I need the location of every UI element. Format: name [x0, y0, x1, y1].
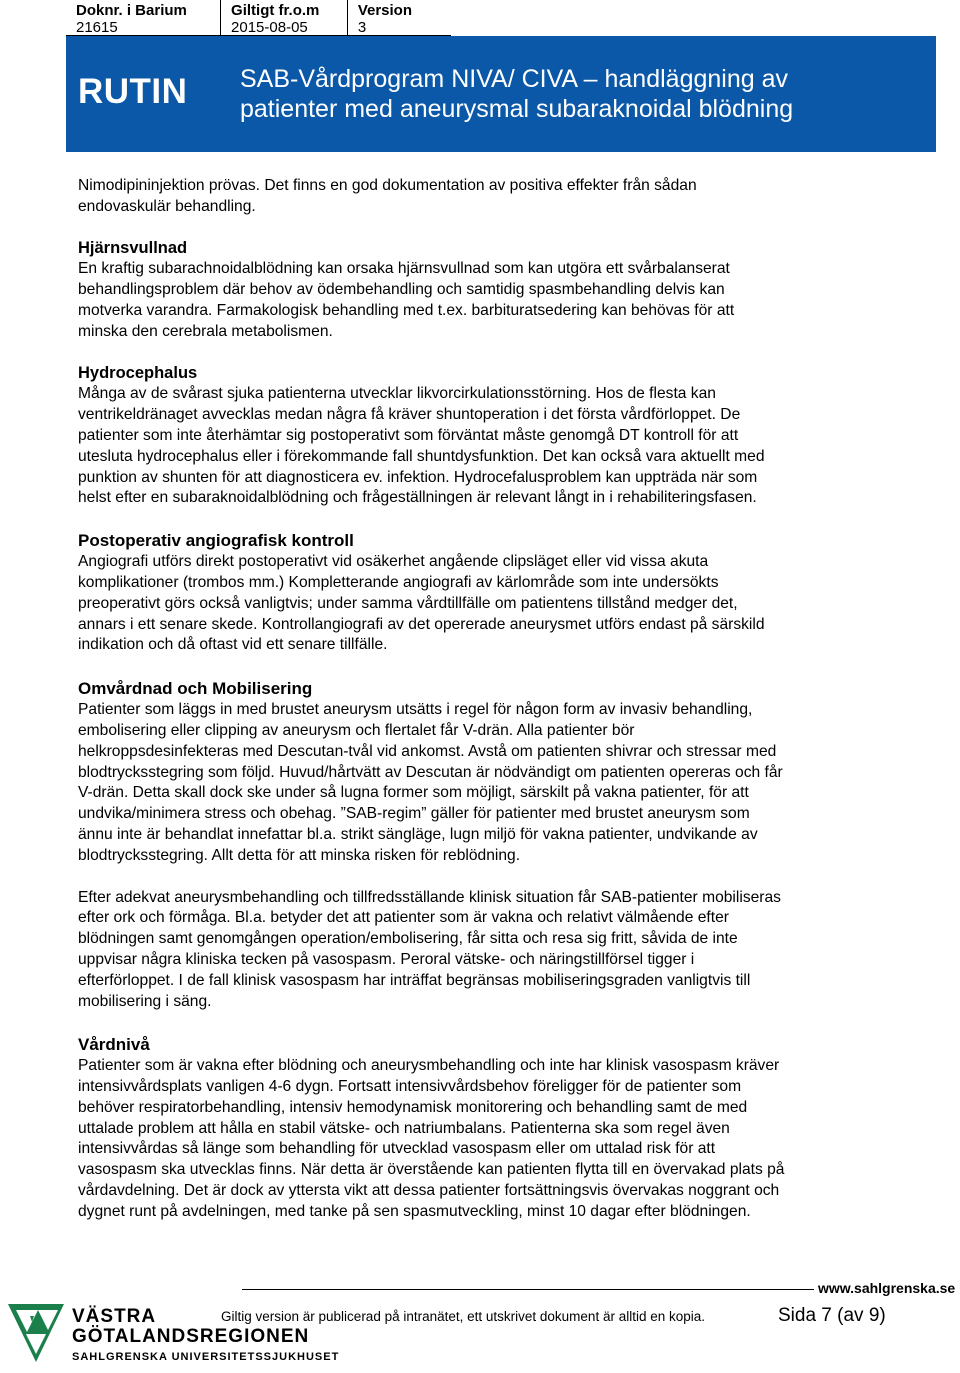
footer-divider	[242, 1289, 814, 1290]
heading-angiografi: Postoperativ angiografisk kontroll	[78, 531, 354, 551]
meta-docnr: Doknr. i Barium 21615	[76, 2, 187, 36]
logo-wordmark: VÄSTRA GÖTALANDSREGIONEN SAHLGRENSKA UNIVERSITETSSJUKHUSET	[72, 1306, 340, 1363]
meta-version: Version 3	[347, 0, 451, 35]
document-meta-table	[66, 0, 451, 36]
heading-hydrocephalus: Hydrocephalus	[78, 363, 198, 382]
document-title: SAB-Vårdprogram NIVA/ CIVA – handläggning av patienter med aneurysmal subaraknoidal blödning	[240, 65, 794, 123]
heading-omvardnad: Omvårdnad och Mobilisering	[78, 679, 313, 699]
heading-hjarnsvullnad: Hjärnsvullnad	[78, 238, 188, 257]
paragraph-hydrocephalus: Många av de svårast sjuka patienterna utvecklar likvorcirkulationsstörning. Hos de flesta kan ventrikeldränaget avvecklas medan några få kräver shuntoperation i det första vårdförloppet. De patienter som inte återhämtar sig postoperativt som förväntat måste genomgå DT kontroll för att utesluta hydrocephalus eller i förekommande fall shuntdysfunktion. Det kan också vara aktuellt med punktion av shunten för att diagnosticera ev. infektion. Hydrocefalusproblem kan uppträda när som helst efter en subaraknoidalblödning och frågeställningen är relevant långt in i rehabiliteringsfasen.	[78, 385, 765, 507]
meta-valid-from: Giltigt fr.o.m 2015-08-05	[220, 0, 347, 35]
paragraph-angiografi: Angiografi utförs direkt postoperativt vid osäkerhet angående clipsläget eller vid vissa akuta komplikationer (trombos mm.) Kompletterande angiografi av kärlområde som inte undersökts preoperativt görs också vanligtvis; under samma vårdtillfälle om patientens tillstånd medger det, annars i ett senare skede. Kontrollangiografi av det opererade aneurysmet utförs endast på särskild indikation och då oftast vid ett senare tillfälle.	[78, 553, 765, 654]
page-number: Sida 7 (av 9)	[778, 1305, 886, 1326]
document-body	[78, 176, 898, 1223]
paragraph-vardniva: Patienter som är vakna efter blödning och aneurysmbehandling och inte har klinisk vasospasm kräver intensivvårdsplats vanligen 4-6 dygn. Fortsatt intensivvårdsbehov föreligger för de patienter som behöver respiratorbehandling, intensiv hemodynamisk monitorering och behandling samt de med uttalade problem att hålla en stabil vätske- och natriumbalans. Patienterna ska som regel även intensivvårdas så länge som behandling för utvecklad vasospasm eller om uttalad risk för att vasospasm ska utvecklas finns. När detta är överstående kan patienten flytta till en övervakad plats på vårdavdelning. Det är dock av yttersta vikt att dessa patienter fortsättningsvis övervakas noggrant och dygnet runt på avdelningen, med tanke på sen spasmutveckling, minst 10 dagar efter blödningen.	[78, 1057, 785, 1220]
paragraph-hjarnsvullnad: En kraftig subarachnoidalblödning kan orsaka hjärnsvullnad som kan utgöra ett svårbalanserat behandlingsproblem där behov av ödembehandling och samtidig spasmbehandling delvis kan motverka varandra. Farmakologisk behandling med t.ex. barbituratsedering kan behövas för att minska den cerebrala metabolismen.	[78, 260, 735, 340]
paragraph-omvardnad-1: Patienter som läggs in med brustet aneurysm utsätts i regel för någon form av invasiv behandling, embolisering eller clipping av aneurysm och flertalet får V-drän. Alla patienter bör helkroppsdesinfekteras med Descutan-tvål vid ankomst. Avstå om patienten shivrar och stressar med blodtrycksstegring som följd. Huvud/hårtvätt av Descutan är nödvändigt om patienten opereras och får V-drän. Detta skall dock ske under så lugna former som möjligt, särskilt på vakna patienter, för att undvika/minimera stress och obehag. ”SAB-regim” gäller för patienter med brustet aneurysm som ännu inte är behandlat innefattar bl.a. strikt sängläge, lugn miljö för vakna patienter, undvikande av blodtrycksstegring. Allt detta för att minska risken för reblödning.	[78, 701, 783, 864]
doc-type: RUTIN	[78, 72, 188, 111]
footer-website-link[interactable]: www.sahlgrenska.se	[818, 1280, 956, 1296]
intro-paragraph: Nimodipininjektion prövas. Det finns en god dokumentation av positiva effekter från sådan endovaskulär behandling.	[78, 177, 697, 215]
heading-vardniva: Vårdnivå	[78, 1035, 150, 1055]
paragraph-omvardnad-2: Efter adekvat aneurysmbehandling och tillfredsställande klinisk situation får SAB-patienter mobiliseras efter ork och förmåga. Bl.a. betyder det att patienter som är vakna och relativt välmående efter blödningen samt genomgången operation/embolisering, får sitta och resa sig fritt, såvida de inte uppvisar några kliniska tecken på vasospasm. Peroral vätske- och näringstillförsel tigger i efterförloppet. I de fall klinisk vasospasm har inträffat begränsas mobiliseringsgraden vanligtvis till mobilisering i säng.	[78, 888, 781, 1010]
footer-validity-note: Giltig version är publicerad på intranätet, ett utskrivet dokument är alltid en kopia.	[221, 1309, 706, 1324]
title-band	[66, 36, 936, 152]
